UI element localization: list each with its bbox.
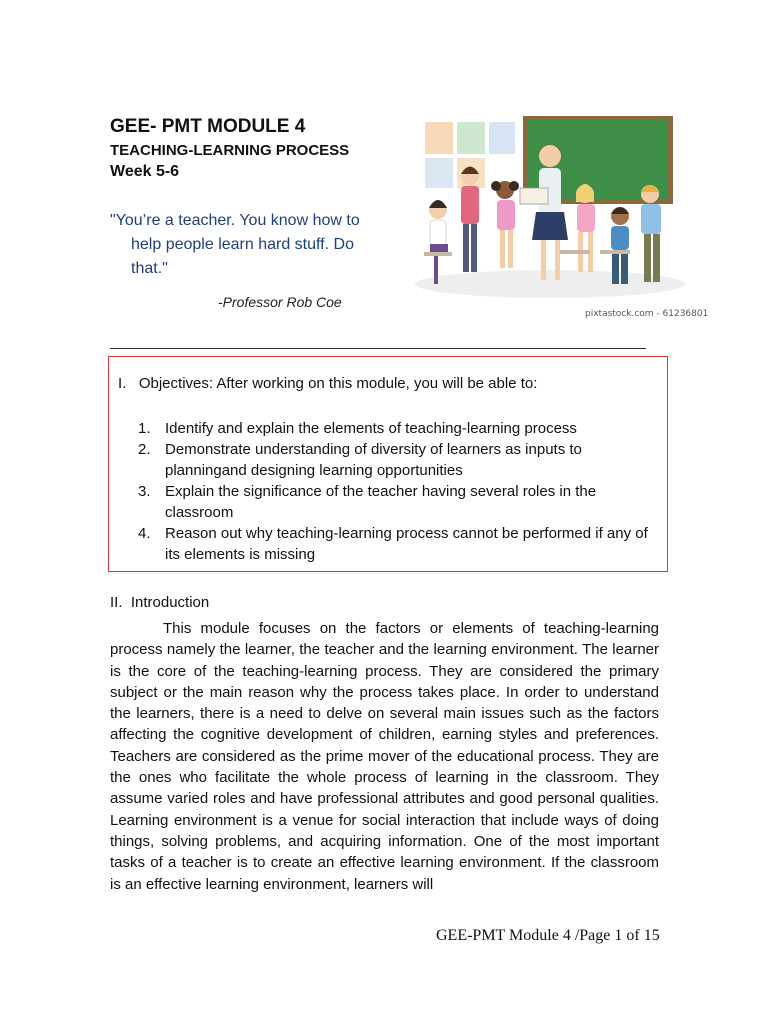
list-item (138, 418, 663, 439)
introduction-body: This module focuses on the factors or elements of teaching-learning process namely the learner, the teacher and the learning environment. The learner is the core of the teaching-learning process. They are considered the primary subject or the main reason why the process takes place. In order to understand the learners, there is a need to delve on several main issues such as the factors affecting the cognitive development of children, earning styles and preferences. Teachers are considered as the prime mover of the educational process. They are the ones who facilitate the whole process of learning in the classroom. They assume varied roles and have professional attributes and good personal qualities. Learning environment is a venue for social interaction that include ways of doing things, solving problems, and acquiring information. One of the most important tasks of a teacher is to create an effective learning environment. If the classroom is an effective learning environment, learners will (110, 620, 659, 893)
page-footer: GEE-PMT Module 4 /Page 1 of 15 (436, 927, 660, 944)
week-label: Week 5-6 (110, 163, 180, 180)
list-item-number: 4. (138, 525, 151, 542)
quote-line-2: help people learn hard stuff. Do (131, 236, 354, 253)
list-item (138, 523, 663, 565)
quote-author: -Professor Rob Coe (218, 294, 342, 310)
module-subtitle: TEACHING-LEARNING PROCESS (110, 142, 350, 159)
list-item-text: Identify and explain the elements of teaching-learning process (165, 420, 577, 437)
list-item-text: Explain the significance of the teacher having several roles in the classroom (165, 483, 597, 521)
objectives-list (138, 418, 663, 565)
list-item (138, 439, 663, 481)
objectives-heading: I. Objectives: After working on this module, you will be able to: (118, 375, 538, 392)
list-item-text: Demonstrate understanding of diversity of learners as inputs to planningand designing learning opportunities (165, 441, 582, 479)
list-item-text: Reason out why teaching-learning process cannot be performed if any of its elements is missing (165, 525, 648, 563)
introduction-heading: II. Introduction (110, 594, 210, 611)
quote-line-1: "You’re a teacher. You know how to (110, 212, 360, 229)
section-divider (110, 348, 646, 349)
list-item-number: 3. (138, 483, 151, 500)
list-item (138, 481, 663, 523)
image-credit: pixtastock.com - 61236801 (585, 309, 709, 319)
list-item-number: 2. (138, 441, 151, 458)
list-item-number: 1. (138, 420, 151, 437)
quote (110, 209, 400, 281)
module-title: GEE- PMT MODULE 4 (110, 116, 306, 137)
quote-line-3: that." (131, 260, 168, 277)
classroom-illustration (410, 112, 690, 306)
